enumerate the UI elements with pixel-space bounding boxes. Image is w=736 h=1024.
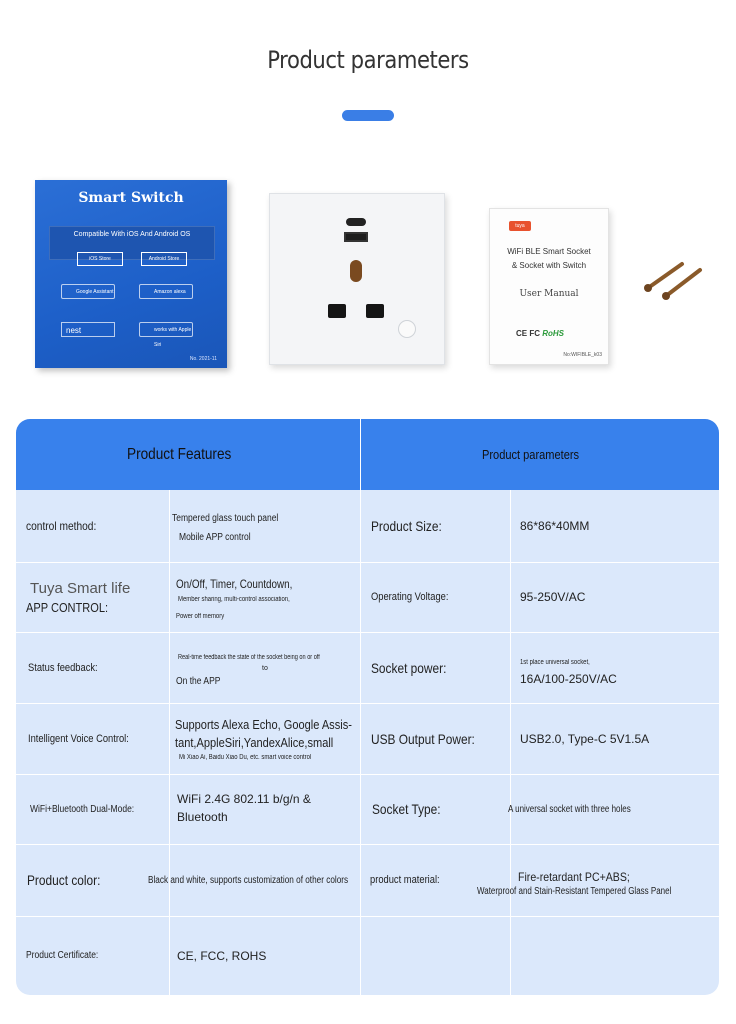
table-row-value: Mi Xiao Ai, Baidu Xiao Du, etc. smart voice control — [179, 753, 312, 761]
table-row-value: USB2.0, Type-C 5V1.5A — [520, 731, 650, 746]
table-row-value: Black and white, supports customization of other colors — [148, 874, 349, 886]
table-row-value: Fire-retardant PC+ABS; — [518, 870, 630, 884]
touch-button-icon — [398, 320, 416, 338]
table-row-value: Waterproof and Stain-Resistant Tempered Glass Panel — [477, 885, 672, 897]
table-row-label: Product Size: — [371, 518, 442, 534]
table-row-value: to — [262, 664, 268, 672]
header-product-parameters: Product parameters — [482, 447, 580, 462]
table-row-label: USB Output Power: — [371, 730, 475, 747]
table-row-value: Real-time feedback the state of the socket being on or off — [178, 653, 320, 661]
socket-earth-hole-icon — [350, 260, 362, 282]
manual-line-2: & Socket with Switch — [511, 261, 587, 270]
box-number: No. 2021-11 — [189, 356, 217, 362]
table-row-label: Socket Type: — [372, 801, 441, 817]
manual-title: User Manual — [519, 289, 579, 299]
android-store-badge: Android Store — [141, 252, 187, 266]
manual-cert-text: CE FC — [516, 329, 540, 338]
table-row-label: Operating Voltage: — [371, 591, 449, 603]
table-row-value: Mobile APP control — [179, 531, 251, 543]
tuya-logo: tuya — [509, 221, 531, 231]
table-row-label: Status feedback: — [28, 661, 98, 674]
table-row-value: On the APP — [176, 675, 221, 687]
ios-store-badge: iOS Store — [77, 252, 123, 266]
box-info-panel — [49, 226, 215, 260]
table-row-label: WiFi+Bluetooth Dual-Mode: — [30, 803, 135, 815]
box-subtitle: Compatible With iOS And Android OS — [73, 231, 191, 238]
table-row-value: Supports Alexa Echo, Google Assis- — [175, 716, 352, 732]
nest-badge: nest — [61, 322, 115, 337]
manual-number: No:WIFIBLE_k03 — [563, 352, 602, 358]
table-row-value: tant,AppleSiri,YandexAlice,small — [175, 734, 334, 750]
google-assistant-badge: Google Assistant — [61, 284, 115, 299]
table-row-value: Bluetooth — [177, 810, 228, 824]
socket-panel-image — [269, 193, 445, 365]
table-row-label: product material: — [370, 874, 440, 886]
manual-line-1: WiFi BLE Smart Socket — [507, 247, 591, 256]
apple-siri-badge: works with Apple Siri — [139, 322, 193, 337]
table-row-value: 16A/100-250V/AC — [520, 672, 617, 686]
column-divider — [169, 490, 170, 995]
table-row-value: 95-250V/AC — [520, 590, 586, 604]
usb-c-port-icon — [346, 218, 366, 226]
parameters-table — [16, 419, 719, 995]
user-manual-image — [489, 208, 609, 365]
screws-icon — [640, 258, 706, 302]
socket-left-hole-icon — [328, 304, 346, 318]
column-divider — [510, 490, 511, 995]
header-product-features: Product Features — [126, 445, 231, 463]
title-underline — [342, 110, 394, 121]
table-row-value: 86*86*40MM — [520, 519, 590, 533]
table-row-label: Intelligent Voice Control: — [28, 732, 129, 745]
table-row-value: CE, FCC, ROHS — [177, 948, 267, 963]
table-row-label: APP CONTROL: — [26, 599, 109, 615]
table-row-label-top: Tuya Smart life — [30, 579, 131, 597]
table-row-label: Product Certificate: — [26, 950, 99, 961]
table-row-value: Tempered glass touch panel — [172, 512, 279, 524]
table-row-value: WiFi 2.4G 802.11 b/g/n & — [177, 792, 311, 806]
table-row-value: 1st place universal socket, — [520, 658, 590, 666]
box-title: Smart Switch — [78, 190, 184, 206]
product-box-image — [35, 180, 227, 368]
table-row-value: Member sharing, multi-control association, — [178, 595, 290, 603]
manual-cert-marks — [516, 329, 564, 338]
table-row-value: On/Off, Timer, Countdown, — [176, 577, 293, 591]
table-row-label: Product color: — [27, 872, 101, 888]
page-title: Product parameters — [267, 46, 469, 74]
table-row-label: control method: — [26, 519, 97, 533]
table-row-label: Socket power: — [371, 659, 447, 676]
usb-a-port-icon — [344, 232, 368, 242]
socket-right-hole-icon — [366, 304, 384, 318]
amazon-alexa-badge: Amazon alexa — [139, 284, 193, 299]
table-row-value: Power off memory — [176, 612, 225, 620]
table-row-value: A universal socket with three holes — [508, 803, 631, 815]
column-divider — [360, 419, 361, 995]
manual-rohs-text: RoHS — [542, 329, 565, 338]
